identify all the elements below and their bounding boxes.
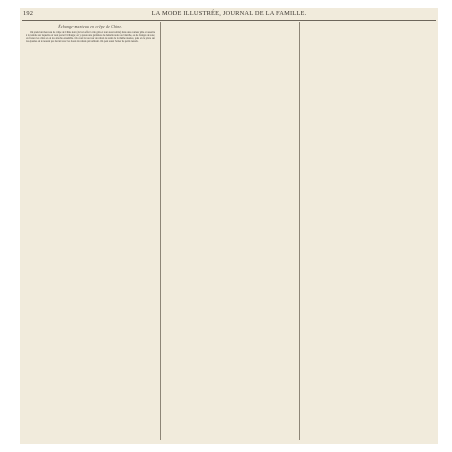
page-header — [20, 10, 438, 19]
running-title: LA MODE ILLUSTRÉE, JOURNAL DE LA FAMILLE. — [151, 10, 307, 17]
newspaper-page — [20, 8, 438, 444]
header-rule — [22, 20, 436, 21]
body-paragraph: On prend un morceau de crêpe de Chine noir (de bon effet à cinq plis et tout aussi solide) dans une couleur pâle et assortie à la toilette sur laquelle on veut porter l'échange; on y ajoute une garniture de dentelle noire ou blanche, ou de franges de soie; on fronce les côtés et on les attache ensemble. On coud le tout sur un ruban de satin de la même nuance, puis on le place sur les épaules en le nouant par devant avec les bouts du ruban qui tombent. On peut aussi l'orner de petits nœuds. — [26, 30, 155, 43]
column-divider — [299, 22, 300, 440]
section-heading: Échange-manteau en crêpe de Chine. — [58, 25, 123, 29]
page-number: 192 — [23, 10, 34, 17]
text-column-2 — [165, 23, 294, 441]
text-column-1 — [26, 23, 155, 441]
column-divider — [160, 22, 161, 440]
text-column-3 — [304, 23, 433, 441]
